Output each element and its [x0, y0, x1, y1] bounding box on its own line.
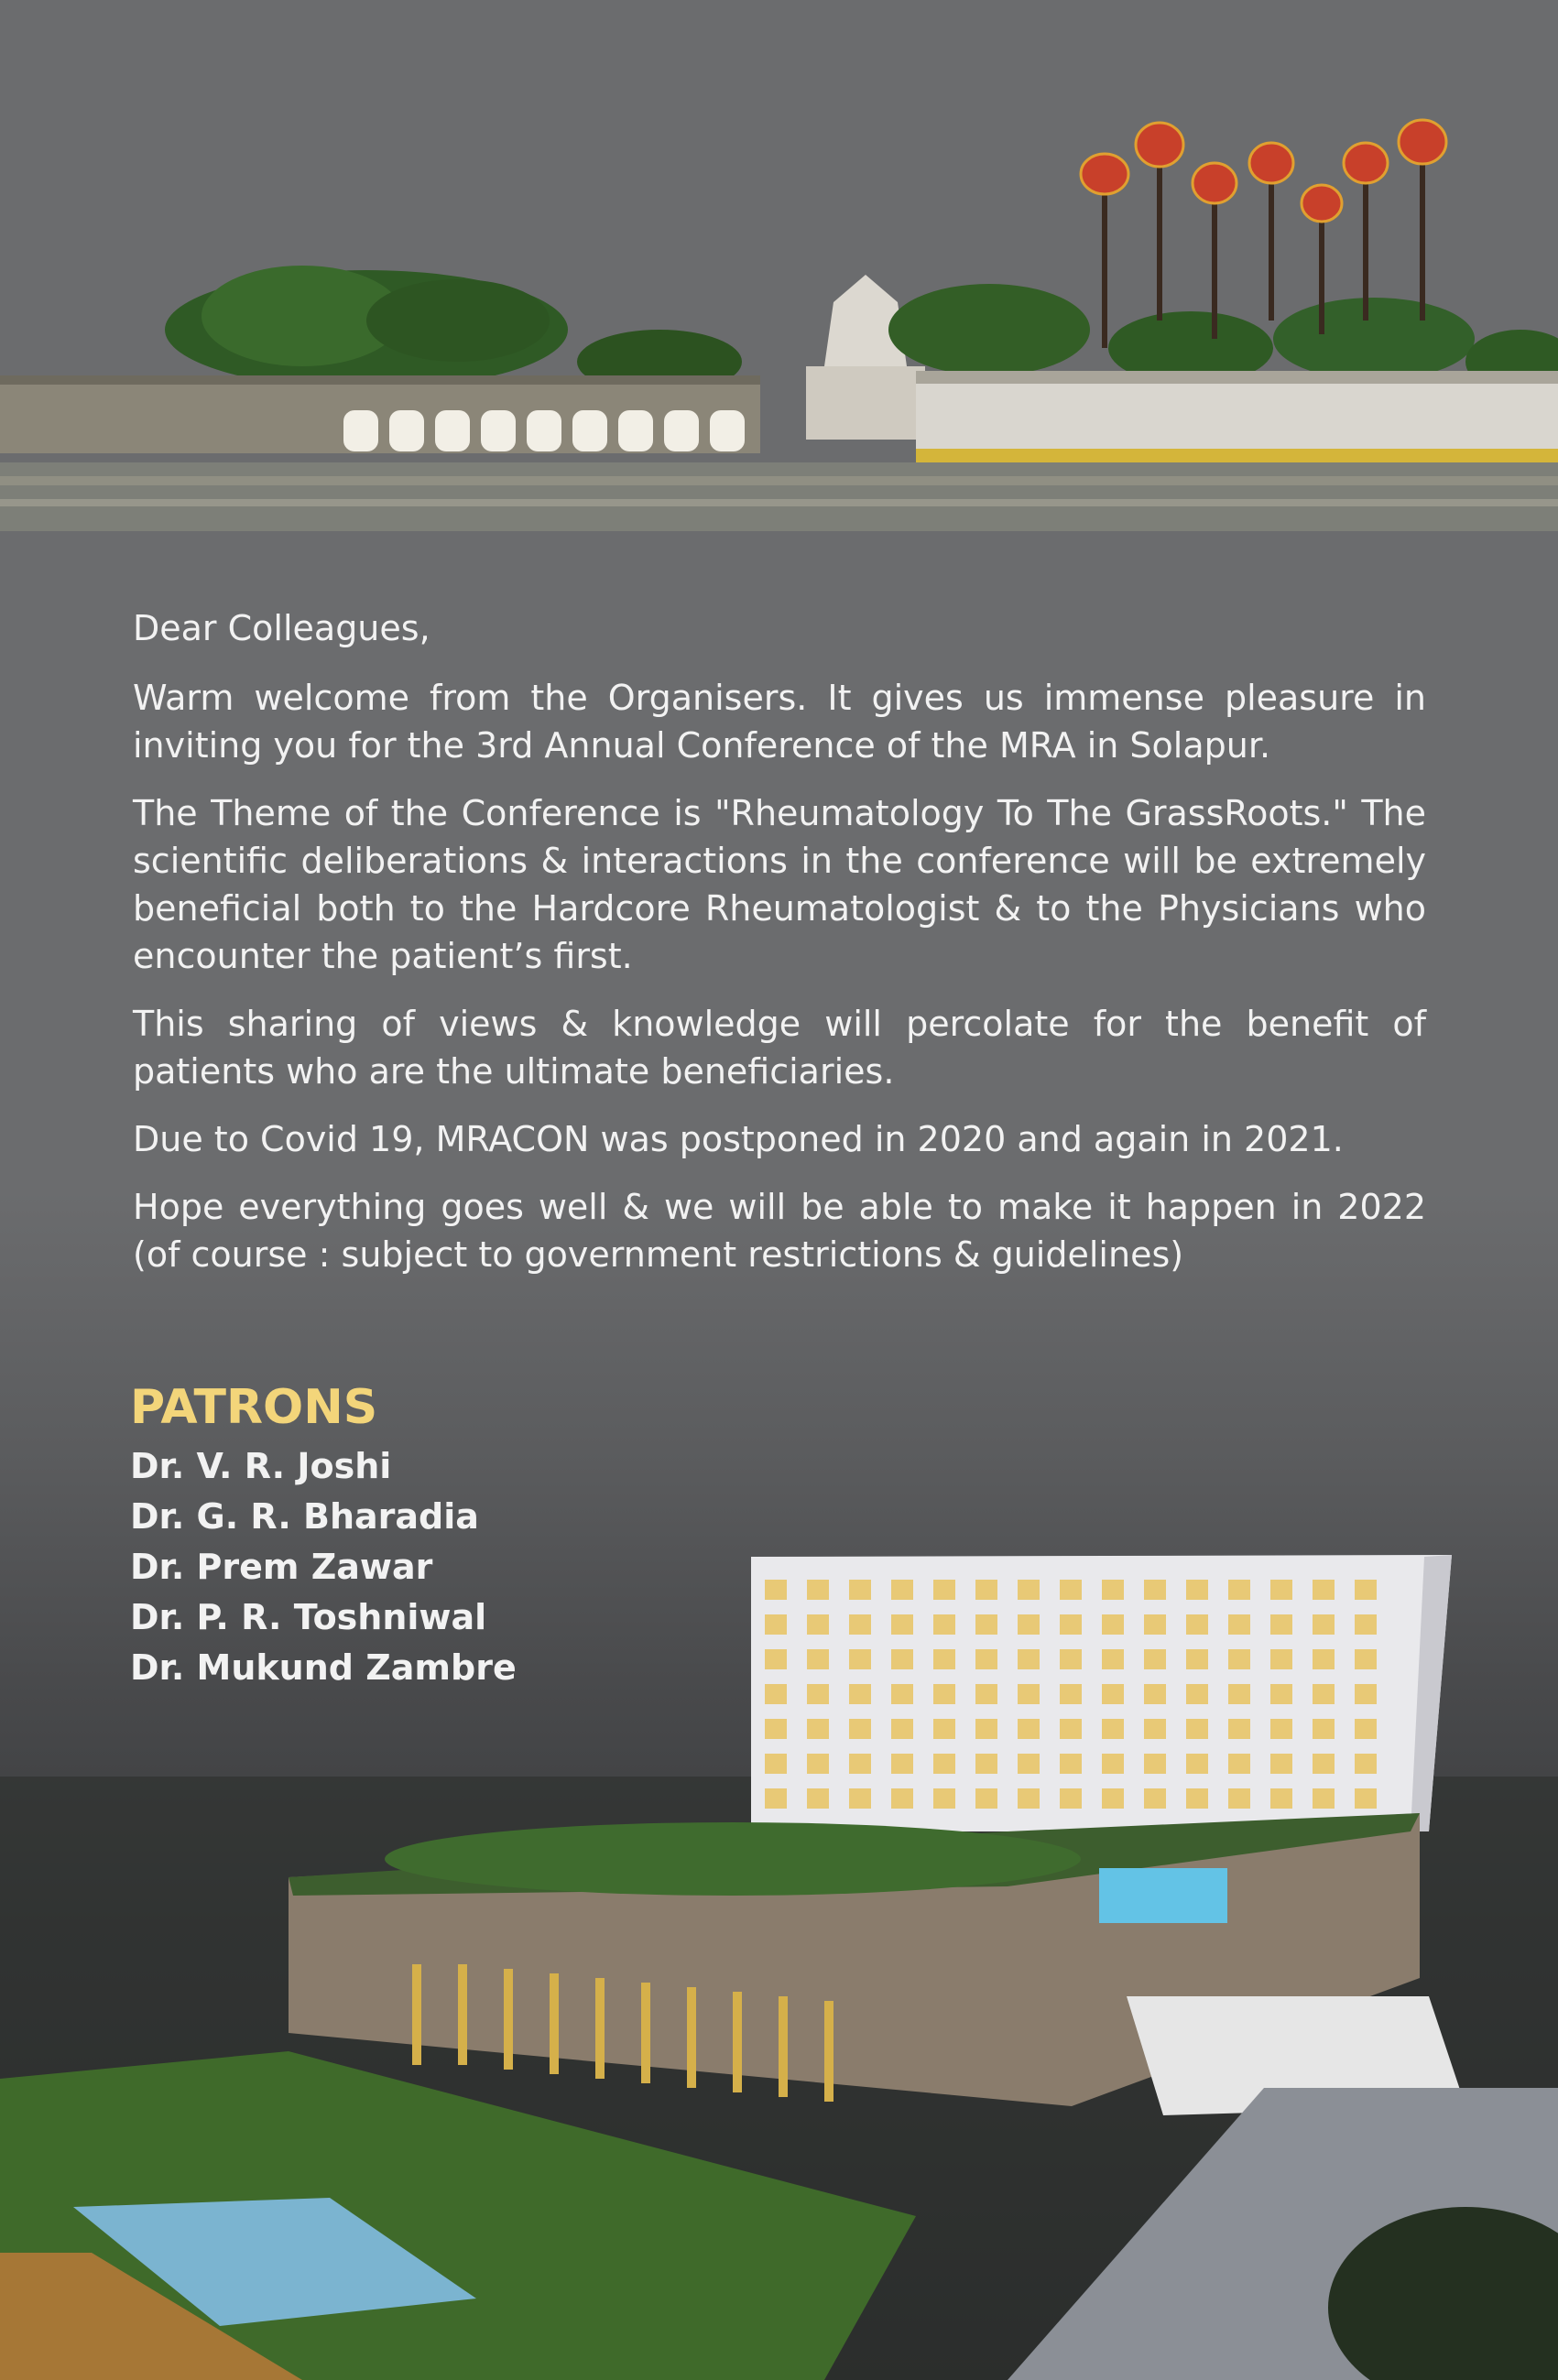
- hotel-window: [975, 1649, 997, 1669]
- hotel-window: [933, 1580, 955, 1600]
- hotel-window: [1355, 1684, 1377, 1704]
- hotel-window: [1186, 1684, 1208, 1704]
- hotel-window: [1313, 1754, 1335, 1774]
- hotel-window: [1060, 1649, 1082, 1669]
- hotel-window: [933, 1754, 955, 1774]
- hotel-window: [1270, 1719, 1292, 1739]
- hotel-window: [1228, 1684, 1250, 1704]
- hotel-window: [807, 1614, 829, 1635]
- patron-name: Dr. G. R. Bharadia: [130, 1496, 479, 1537]
- hotel-window: [1313, 1719, 1335, 1739]
- hotel-window: [1144, 1684, 1166, 1704]
- hotel-window: [1355, 1719, 1377, 1739]
- hotel-window: [891, 1719, 913, 1739]
- hotel-window: [1228, 1614, 1250, 1635]
- hotel-window: [1060, 1788, 1082, 1809]
- hotel-window: [1018, 1649, 1040, 1669]
- venue-hotel-image: [0, 1502, 1558, 2380]
- hotel-window: [849, 1754, 871, 1774]
- hotel-window: [849, 1788, 871, 1809]
- hotel-window: [765, 1580, 787, 1600]
- hotel-window: [765, 1719, 787, 1739]
- hotel-window: [1018, 1754, 1040, 1774]
- hotel-window: [975, 1580, 997, 1600]
- hotel-window: [933, 1788, 955, 1809]
- hotel-window: [1228, 1649, 1250, 1669]
- hotel-window: [1228, 1788, 1250, 1809]
- hotel-window: [1186, 1580, 1208, 1600]
- hotel-window: [1018, 1614, 1040, 1635]
- letter-paragraph: This sharing of views & knowledge will percolate for the benefit of patients who are the ultimate beneficiaries.: [133, 1004, 1426, 1092]
- hotel-window: [1060, 1719, 1082, 1739]
- hotel-window: [1060, 1684, 1082, 1704]
- hotel-window: [891, 1684, 913, 1704]
- hotel-window: [1144, 1580, 1166, 1600]
- hotel-window: [1018, 1788, 1040, 1809]
- hotel-window: [849, 1684, 871, 1704]
- letter-paragraph: Hope everything goes well & we will be able to make it happen in 2022 (of course : subject to government restrictions & guidelines): [133, 1187, 1426, 1275]
- hotel-window: [1228, 1719, 1250, 1739]
- hotel-window: [1270, 1614, 1292, 1635]
- hotel-window: [1144, 1614, 1166, 1635]
- patron-name: Dr. P. R. Toshniwal: [130, 1597, 487, 1637]
- patrons-heading: PATRONS: [130, 1380, 378, 1435]
- hotel-window: [1186, 1649, 1208, 1669]
- hotel-window: [891, 1649, 913, 1669]
- patron-name: Dr. Mukund Zambre: [130, 1647, 517, 1688]
- hotel-window: [933, 1614, 955, 1635]
- hotel-window: [1186, 1719, 1208, 1739]
- hotel-window: [1102, 1788, 1124, 1809]
- hotel-window: [933, 1684, 955, 1704]
- hotel-window: [1313, 1684, 1335, 1704]
- hotel-window: [1144, 1719, 1166, 1739]
- hotel-window: [1102, 1754, 1124, 1774]
- letter-paragraph: Warm welcome from the Organisers. It gives us immense pleasure in inviting you for the 3rd Annual Conference of the MRA in Solapur.: [133, 678, 1426, 766]
- letter-greeting: Dear Colleagues,: [133, 608, 430, 648]
- hotel-window: [975, 1719, 997, 1739]
- letter-paragraph: The Theme of the Conference is "Rheumatology To The GrassRoots." The scientific deliberations & interactions in the conference will be extremely beneficial both to the Hardcore Rheumatologist & to the Physicians who encounter the patient’s first.: [133, 793, 1426, 976]
- hotel-window: [975, 1754, 997, 1774]
- hotel-window: [1186, 1788, 1208, 1809]
- hotel-window: [1018, 1719, 1040, 1739]
- hotel-window: [1270, 1580, 1292, 1600]
- hotel-window: [1186, 1614, 1208, 1635]
- hotel-window: [1313, 1614, 1335, 1635]
- hotel-window: [975, 1614, 997, 1635]
- hotel-window: [891, 1580, 913, 1600]
- hotel-window: [1270, 1754, 1292, 1774]
- hotel-window: [765, 1649, 787, 1669]
- hotel-window: [1144, 1754, 1166, 1774]
- hotel-window: [765, 1684, 787, 1704]
- hotel-window: [1355, 1649, 1377, 1669]
- hotel-window: [849, 1719, 871, 1739]
- hotel-window: [1144, 1788, 1166, 1809]
- hotel-window: [1270, 1788, 1292, 1809]
- hotel-window: [1355, 1788, 1377, 1809]
- welcome-letter: [133, 604, 1426, 1299]
- hotel-window: [765, 1754, 787, 1774]
- hotel-window: [807, 1684, 829, 1704]
- hotel-window: [1355, 1754, 1377, 1774]
- hotel-window: [1018, 1684, 1040, 1704]
- hotel-window: [975, 1788, 997, 1809]
- hotel-window: [1355, 1614, 1377, 1635]
- hotel-window: [1102, 1649, 1124, 1669]
- hotel-window: [1228, 1580, 1250, 1600]
- hotel-window: [975, 1684, 997, 1704]
- hotel-window: [1018, 1580, 1040, 1600]
- hotel-window: [1060, 1754, 1082, 1774]
- hotel-window: [807, 1788, 829, 1809]
- hotel-window: [1102, 1614, 1124, 1635]
- hotel-window: [807, 1649, 829, 1669]
- hotel-window: [1102, 1684, 1124, 1704]
- hotel-window: [849, 1649, 871, 1669]
- hotel-window: [849, 1614, 871, 1635]
- patron-name: Dr. V. R. Joshi: [130, 1446, 392, 1486]
- hotel-window: [807, 1580, 829, 1600]
- hotel-window: [1060, 1580, 1082, 1600]
- hotel-window: [891, 1754, 913, 1774]
- hotel-window: [891, 1614, 913, 1635]
- hotel-window: [1186, 1754, 1208, 1774]
- letter-paragraph: Due to Covid 19, MRACON was postponed in 2020 and again in 2021.: [133, 1119, 1344, 1159]
- hotel-window: [1355, 1580, 1377, 1600]
- patron-name: Dr. Prem Zawar: [130, 1547, 433, 1587]
- hotel-window: [849, 1580, 871, 1600]
- hotel-window: [1270, 1684, 1292, 1704]
- hotel-window: [1102, 1719, 1124, 1739]
- hotel-window: [1313, 1649, 1335, 1669]
- hotel-window: [933, 1719, 955, 1739]
- hotel-window: [765, 1614, 787, 1635]
- hotel-window: [1313, 1788, 1335, 1809]
- hotel-window: [1228, 1754, 1250, 1774]
- hotel-window: [1144, 1649, 1166, 1669]
- hotel-window: [765, 1788, 787, 1809]
- hotel-window: [807, 1754, 829, 1774]
- hotel-window: [891, 1788, 913, 1809]
- hotel-window: [933, 1649, 955, 1669]
- hotel-window: [1102, 1580, 1124, 1600]
- hotel-window: [1060, 1614, 1082, 1635]
- hotel-window: [807, 1719, 829, 1739]
- hotel-window: [1270, 1649, 1292, 1669]
- hotel-window: [1313, 1580, 1335, 1600]
- temple-lake-banner-image: [0, 0, 1558, 531]
